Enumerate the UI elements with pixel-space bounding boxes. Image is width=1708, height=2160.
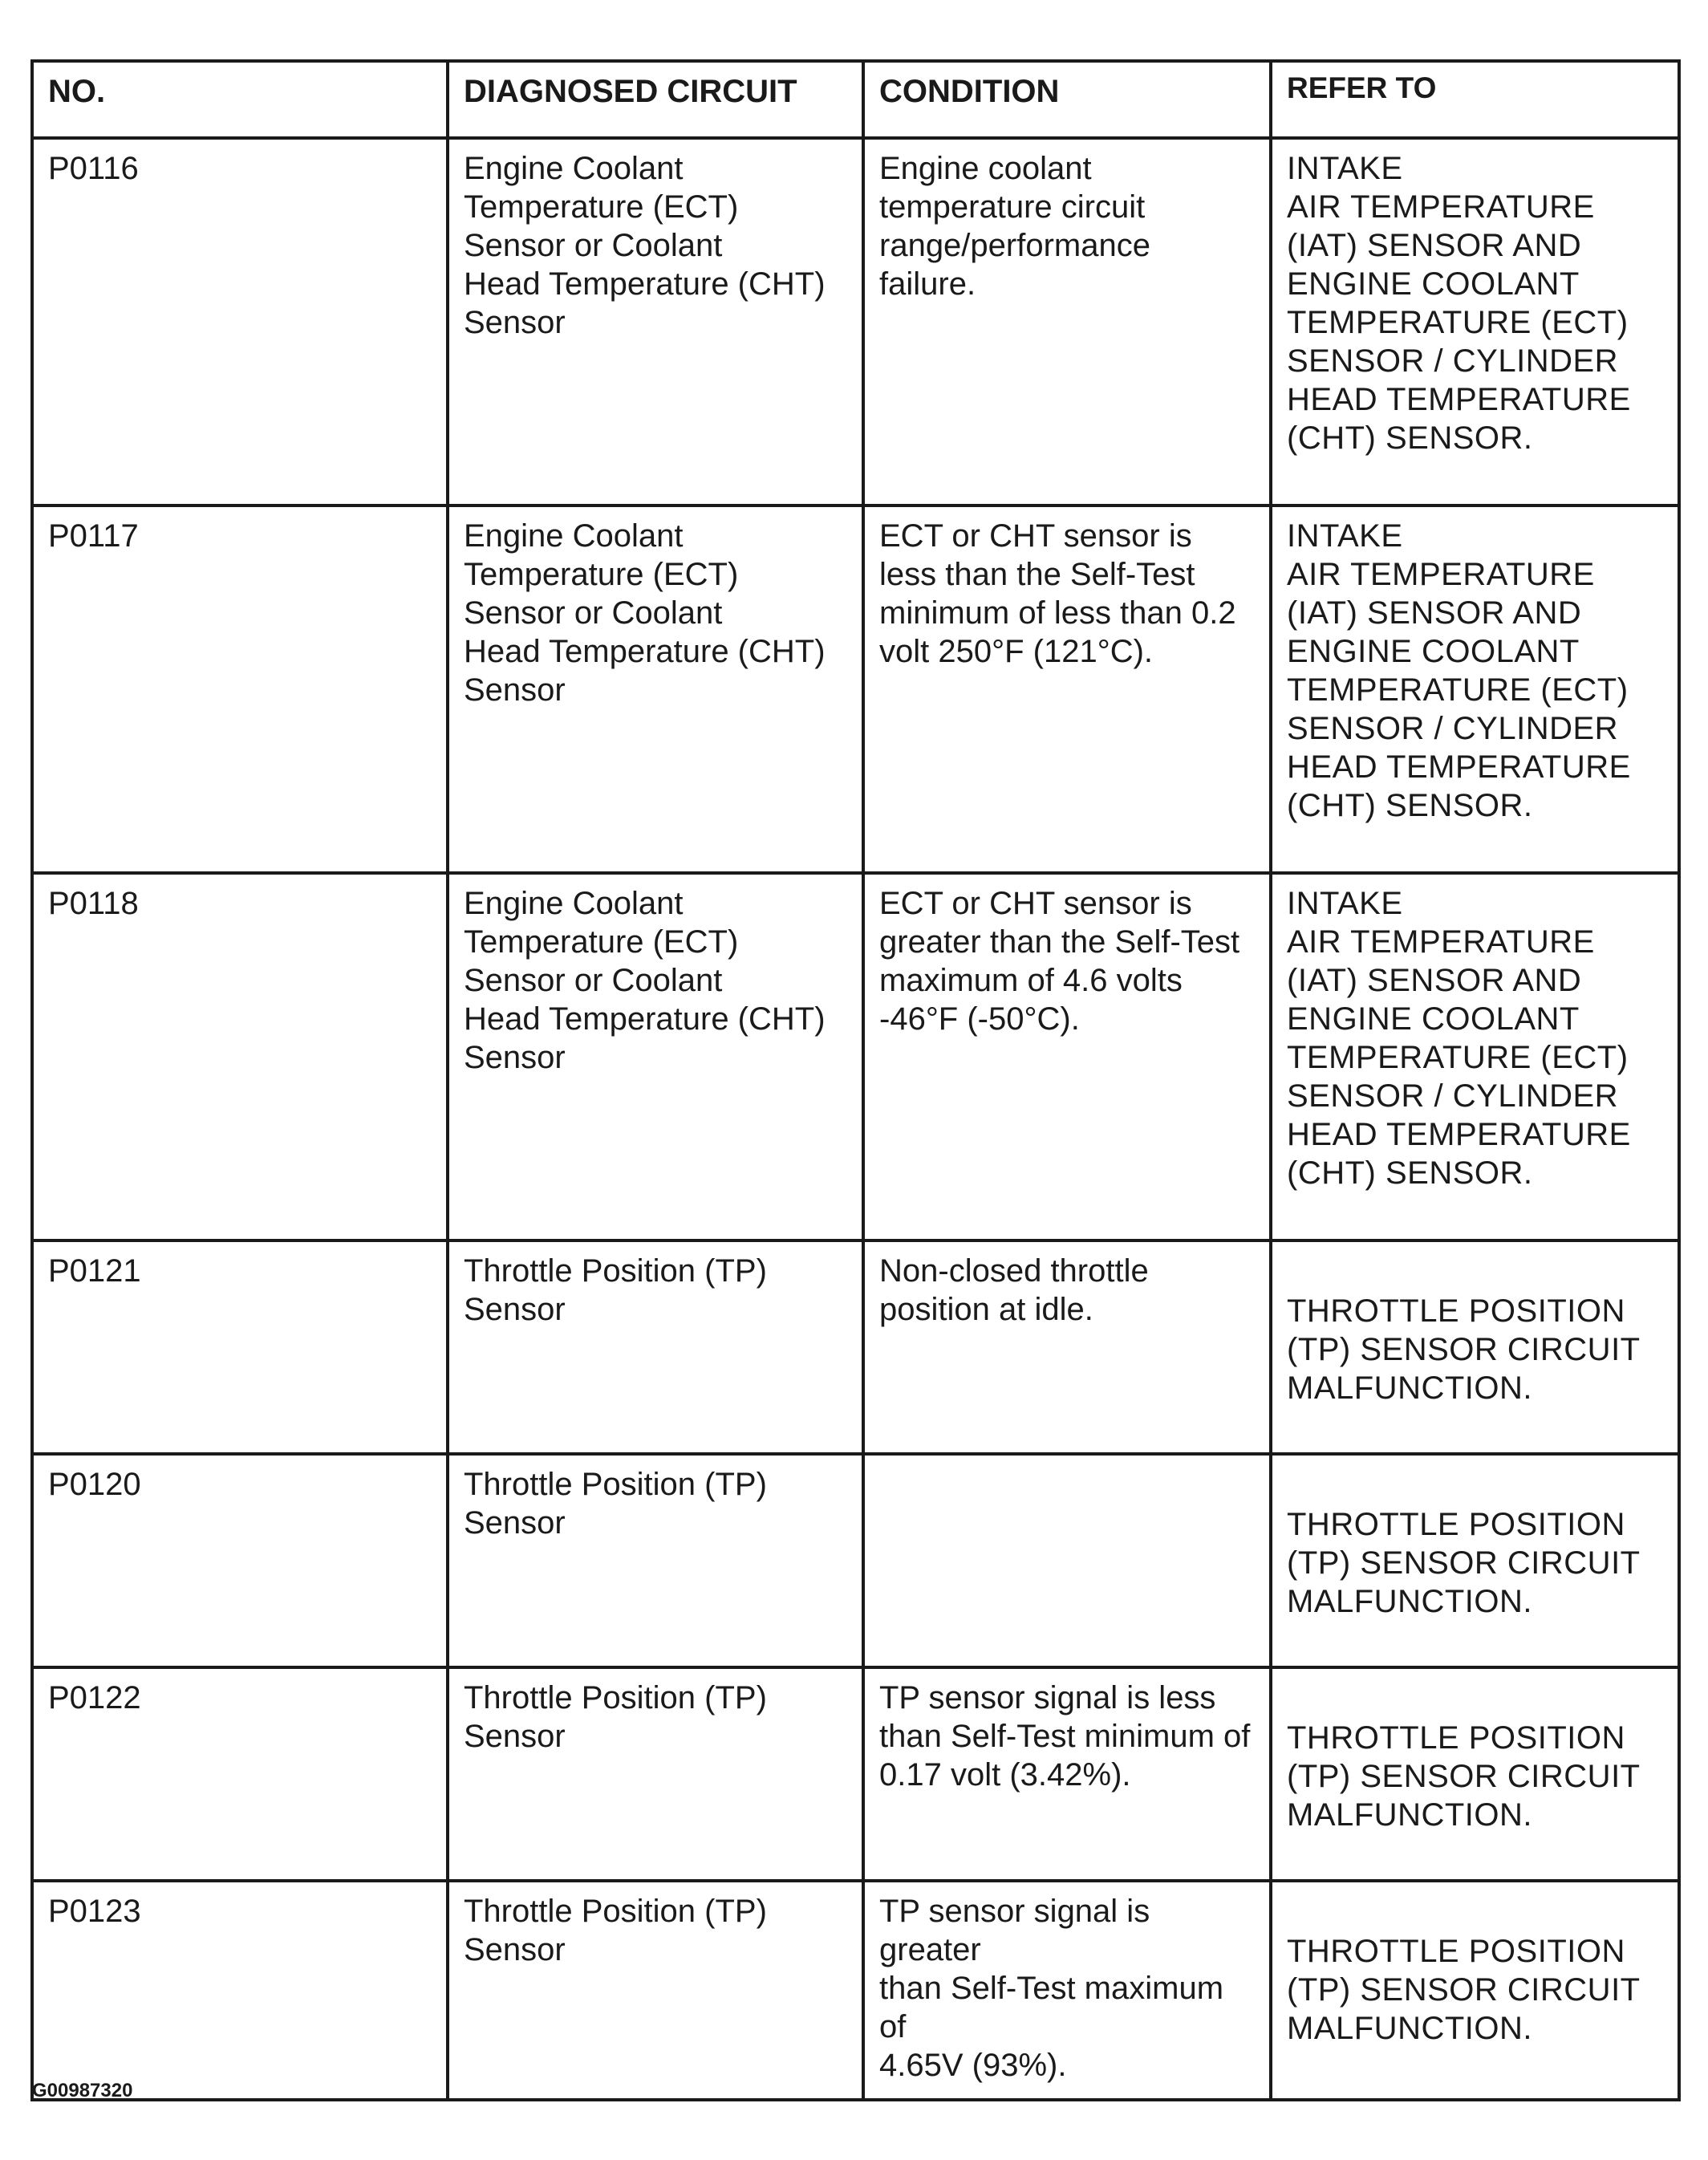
cell-refer (1271, 1454, 1679, 1667)
table-row (32, 873, 1679, 1240)
cell-refer (1271, 873, 1679, 1240)
cell-refer (1271, 505, 1679, 873)
cell-no (32, 1881, 448, 2100)
header-condition: CONDITION (863, 61, 1271, 138)
code-text: P0121 (48, 1253, 141, 1289)
header-no: NO. (32, 61, 448, 138)
circuit-text: Throttle Position (TP) Sensor (464, 1680, 767, 1754)
cell-no (32, 1454, 448, 1667)
cell-condition (863, 138, 1271, 505)
cell-condition (863, 1454, 1271, 1667)
condition-text: Engine coolant temperature circuit range/performance failure. (879, 151, 1150, 302)
circuit-text: Engine Coolant Temperature (ECT) Sensor or Coolant Head Temperature (CHT) Sensor (464, 151, 826, 340)
cell-no (32, 873, 448, 1240)
figure-id-label: G00987320 (32, 2080, 133, 2101)
code-text: P0123 (48, 1894, 141, 1929)
refer-text: INTAKE AIR TEMPERATURE (IAT) SENSOR AND ENGINE COOLANT TEMPERATURE (ECT) SENSOR / CYLINDER HEAD TEMPERATURE (CHT) SENSOR. (1287, 886, 1631, 1191)
cell-refer (1271, 1667, 1679, 1881)
cell-circuit (448, 873, 863, 1240)
cell-refer (1271, 1881, 1679, 2100)
table-row (32, 1881, 1679, 2100)
cell-no (32, 1667, 448, 1881)
condition-text: TP sensor signal is greater than Self-Test maximum of 4.65V (93%). (879, 1894, 1224, 2083)
code-text: P0120 (48, 1467, 141, 1502)
condition-text: TP sensor signal is less than Self-Test minimum of 0.17 volt (3.42%). (879, 1680, 1251, 1793)
code-text: P0117 (48, 518, 139, 554)
dtc-table (30, 59, 1681, 2101)
table-row (32, 138, 1679, 505)
circuit-text: Throttle Position (TP) Sensor (464, 1253, 767, 1327)
cell-circuit (448, 1454, 863, 1667)
cell-refer (1271, 1240, 1679, 1454)
header-diagnosed-circuit: DIAGNOSED CIRCUIT (448, 61, 863, 138)
header-refer-to: REFER TO (1271, 61, 1679, 138)
table-row (32, 1454, 1679, 1667)
condition-text: Non-closed throttle position at idle. (879, 1253, 1149, 1327)
code-text: P0116 (48, 151, 139, 186)
cell-condition (863, 1240, 1271, 1454)
table-row (32, 505, 1679, 873)
refer-text: INTAKE AIR TEMPERATURE (IAT) SENSOR AND ENGINE COOLANT TEMPERATURE (ECT) SENSOR / CYLINDER HEAD TEMPERATURE (CHT) SENSOR. (1287, 151, 1631, 456)
refer-text: THROTTLE POSITION (TP) SENSOR CIRCUIT MALFUNCTION. (1287, 1720, 1641, 1833)
cell-circuit (448, 1667, 863, 1881)
table-row (32, 1240, 1679, 1454)
code-text: P0118 (48, 886, 139, 921)
circuit-text: Throttle Position (TP) Sensor (464, 1467, 767, 1541)
cell-refer (1271, 138, 1679, 505)
cell-circuit (448, 1881, 863, 2100)
circuit-text: Engine Coolant Temperature (ECT) Sensor or Coolant Head Temperature (CHT) Sensor (464, 518, 826, 708)
table-row (32, 1667, 1679, 1881)
refer-text: THROTTLE POSITION (TP) SENSOR CIRCUIT MALFUNCTION. (1287, 1293, 1641, 1406)
header-row (32, 61, 1679, 138)
cell-no (32, 138, 448, 505)
circuit-text: Throttle Position (TP) Sensor (464, 1894, 767, 1967)
cell-circuit (448, 138, 863, 505)
code-text: P0122 (48, 1680, 141, 1715)
cell-condition (863, 505, 1271, 873)
cell-no (32, 505, 448, 873)
refer-text: THROTTLE POSITION (TP) SENSOR CIRCUIT MALFUNCTION. (1287, 1934, 1641, 2046)
condition-text: ECT or CHT sensor is greater than the Self-Test maximum of 4.6 volts -46°F (-50°C). (879, 886, 1240, 1037)
condition-text: ECT or CHT sensor is less than the Self-Test minimum of less than 0.2 volt 250°F (121°C). (879, 518, 1236, 669)
refer-text: INTAKE AIR TEMPERATURE (IAT) SENSOR AND ENGINE COOLANT TEMPERATURE (ECT) SENSOR / CYLINDER HEAD TEMPERATURE (CHT) SENSOR. (1287, 518, 1631, 823)
circuit-text: Engine Coolant Temperature (ECT) Sensor or Coolant Head Temperature (CHT) Sensor (464, 886, 826, 1075)
refer-text: THROTTLE POSITION (TP) SENSOR CIRCUIT MALFUNCTION. (1287, 1507, 1641, 1619)
cell-condition (863, 1881, 1271, 2100)
cell-condition (863, 1667, 1271, 1881)
cell-no (32, 1240, 448, 1454)
cell-circuit (448, 1240, 863, 1454)
cell-condition (863, 873, 1271, 1240)
cell-circuit (448, 505, 863, 873)
